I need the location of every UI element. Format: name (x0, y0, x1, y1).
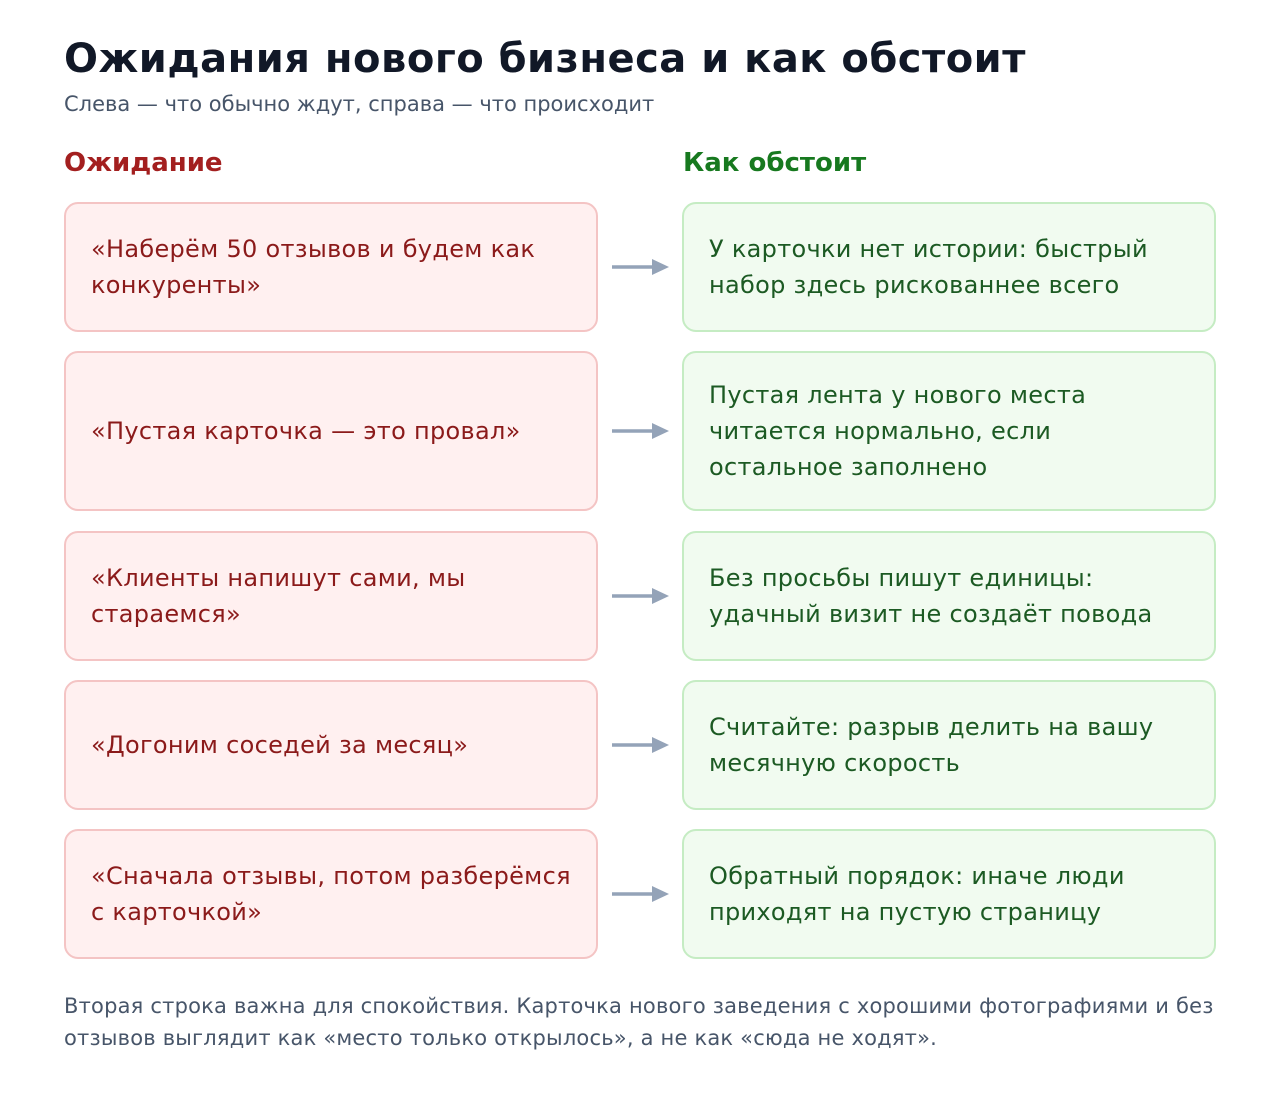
expectation-text: «Догоним соседей за месяц» (91, 731, 469, 759)
expectation-card (64, 351, 598, 511)
arrow-right-icon (612, 421, 670, 441)
arrow-right-icon (612, 257, 670, 277)
reality-text: У карточки нет истории: быстрый набор здесь рискованнее всего (709, 235, 1148, 299)
arrow-right-icon (612, 586, 670, 606)
comparison-row (64, 351, 1216, 511)
reality-text: Пустая лента у нового места читается нормально, если остальное заполнено (709, 381, 1087, 481)
reality-card (682, 351, 1216, 511)
reality-text: Считайте: разрыв делить на вашу месячную скорость (709, 713, 1154, 777)
expectation-text: «Сначала отзывы, потом разберёмся с карточкой» (91, 862, 571, 926)
comparison-row (64, 680, 1216, 810)
comparison-row (64, 202, 1216, 332)
reality-card (682, 829, 1216, 959)
comparison-row (64, 531, 1216, 661)
reality-card (682, 202, 1216, 332)
reality-card (682, 680, 1216, 810)
arrow-right-icon (612, 884, 670, 904)
reality-card (682, 531, 1216, 661)
expectation-text: «Наберём 50 отзывов и будем как конкуренты» (91, 235, 536, 299)
footer-note: Вторая строка важна для спокойствия. Карточка нового заведения с хорошими фотографиями и без отзывов выглядит как «место только открылось», а не как «сюда не ходят». (64, 994, 1214, 1050)
expectation-card (64, 829, 598, 959)
expectation-text: «Пустая карточка — это провал» (91, 417, 521, 445)
comparison-row (64, 829, 1216, 959)
page-subtitle: Слева — что обычно ждут, справа — что происходит (64, 92, 655, 116)
arrow-right-icon (612, 735, 670, 755)
page-title: Ожидания нового бизнеса и как обстоит (64, 36, 1026, 82)
expectation-card (64, 202, 598, 332)
reality-text: Обратный порядок: иначе люди приходят на пустую страницу (709, 862, 1125, 926)
expectation-card (64, 531, 598, 661)
expectation-text: «Клиенты напишут сами, мы стараемся» (91, 564, 466, 628)
reality-text: Без просьбы пишут единицы: удачный визит не создаёт повода (709, 564, 1153, 628)
column-header-reality: Как обстоит (683, 148, 867, 178)
expectation-card (64, 680, 598, 810)
column-header-expectation: Ожидание (64, 148, 223, 178)
